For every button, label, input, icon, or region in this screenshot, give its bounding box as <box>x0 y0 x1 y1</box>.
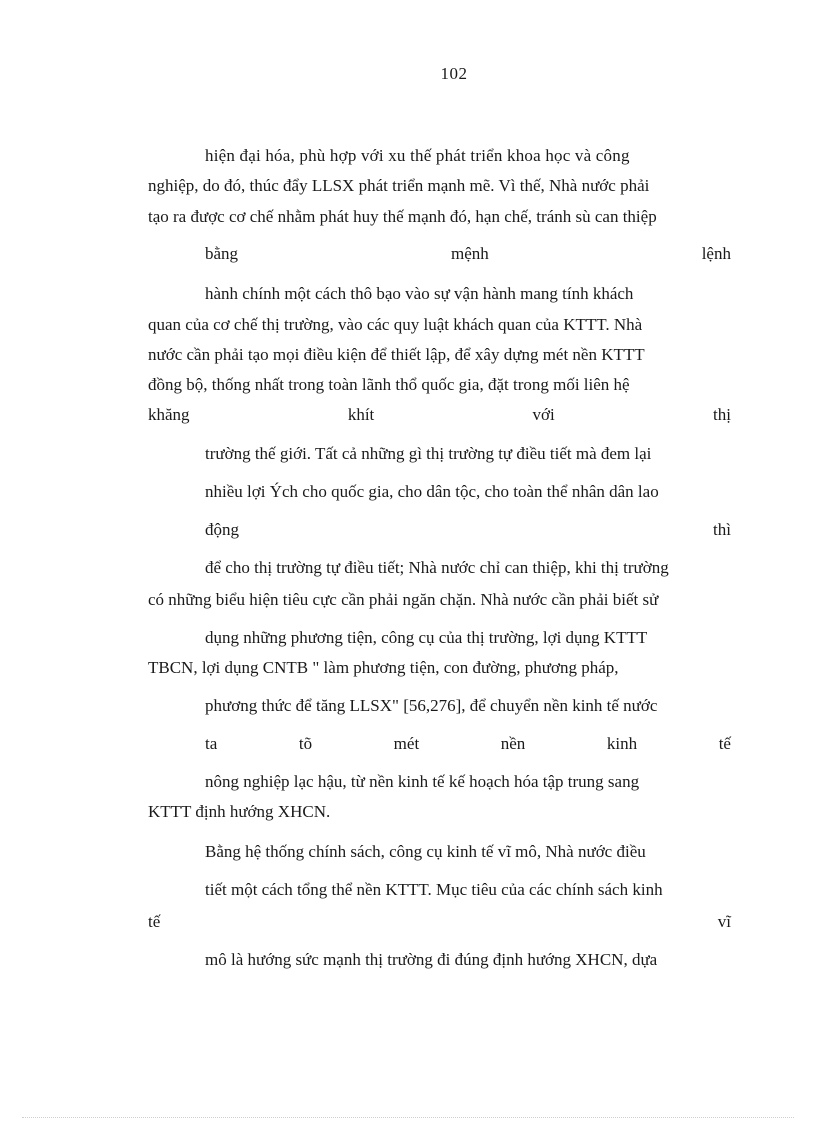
word: tế <box>718 734 731 753</box>
text-line: nhiều lợi Ých cho quốc gia, cho dân tộc, cho toàn thể nhân dân lao <box>205 482 659 501</box>
text-line: tạo ra được cơ chế nhằm phát huy thế mạnh đó, hạn chế, tránh sù can thiệp <box>148 207 657 226</box>
text-line-justified <box>205 519 731 541</box>
word: mệnh <box>450 244 489 263</box>
text-line: mô là hướng sức mạnh thị trường đi đúng định hướng XHCN, dựa <box>205 950 658 969</box>
word: thị <box>713 405 731 424</box>
text-line: nước cần phải tạo mọi điều kiện để thiết lập, để xây dựng mét nền KTTT <box>148 345 645 364</box>
text-line: hành chính một cách thô bạo vào sự vận hành mang tính khách <box>205 284 634 303</box>
text-line: KTTT định hướng XHCN. <box>148 802 331 821</box>
word: khăng <box>148 405 190 424</box>
text-line: dụng những phương tiện, công cụ của thị trường, lợi dụng KTTT <box>205 628 648 647</box>
word: mét <box>393 734 420 753</box>
word: khít <box>347 405 375 424</box>
text-line: tiết một cách tổng thể nền KTTT. Mục tiêu của các chính sách kinh <box>205 880 663 899</box>
text-line-justified <box>205 733 731 755</box>
text-line-justified <box>205 243 731 265</box>
text-line: đồng bộ, thống nhất trong toàn lãnh thổ quốc gia, đặt trong mối liên hệ <box>148 375 630 394</box>
word: với <box>532 405 555 424</box>
text-line: hiện đại hóa, phù hợp với xu thế phát triển khoa học và công <box>205 146 630 165</box>
page-number: 102 <box>440 64 468 83</box>
text-line: trường thế giới. Tất cả những gì thị trường tự điều tiết mà đem lại <box>205 444 652 463</box>
text-line: nghiệp, do đó, thúc đẩy LLSX phát triển mạnh mẽ. Vì thế, Nhà nước phải <box>148 176 650 195</box>
word: kinh <box>606 734 638 753</box>
word: bằng <box>205 244 239 263</box>
text-line: phương thức để tăng LLSX" [56,276], để chuyển nền kinh tế nước <box>205 696 658 715</box>
text-line: TBCN, lợi dụng CNTB " làm phương tiện, con đường, phương pháp, <box>148 658 619 677</box>
word: vĩ <box>717 912 731 931</box>
text-line: Bằng hệ thống chính sách, công cụ kinh tế vĩ mô, Nhà nước điều <box>205 842 646 861</box>
text-line: nông nghiệp lạc hậu, từ nền kinh tế kế hoạch hóa tập trung sang <box>205 772 640 791</box>
word: động <box>205 520 239 539</box>
text-line: có những biểu hiện tiêu cực cần phải ngăn chặn. Nhà nước cần phải biết sử <box>148 590 659 609</box>
text-line: quan của cơ chế thị trường, vào các quy luật khách quan của KTTT. Nhà <box>148 315 643 334</box>
word: ta <box>205 734 218 753</box>
word: tế <box>148 912 161 931</box>
word: lệnh <box>701 244 731 263</box>
text-line-justified <box>148 404 731 426</box>
page-bottom-divider <box>22 1117 794 1118</box>
word: tõ <box>298 734 313 753</box>
word: nền <box>500 734 526 753</box>
text-line: để cho thị trường tự điều tiết; Nhà nước chỉ can thiệp, khi thị trường <box>205 558 669 577</box>
text-line-justified <box>148 911 731 933</box>
word: thì <box>713 520 731 539</box>
